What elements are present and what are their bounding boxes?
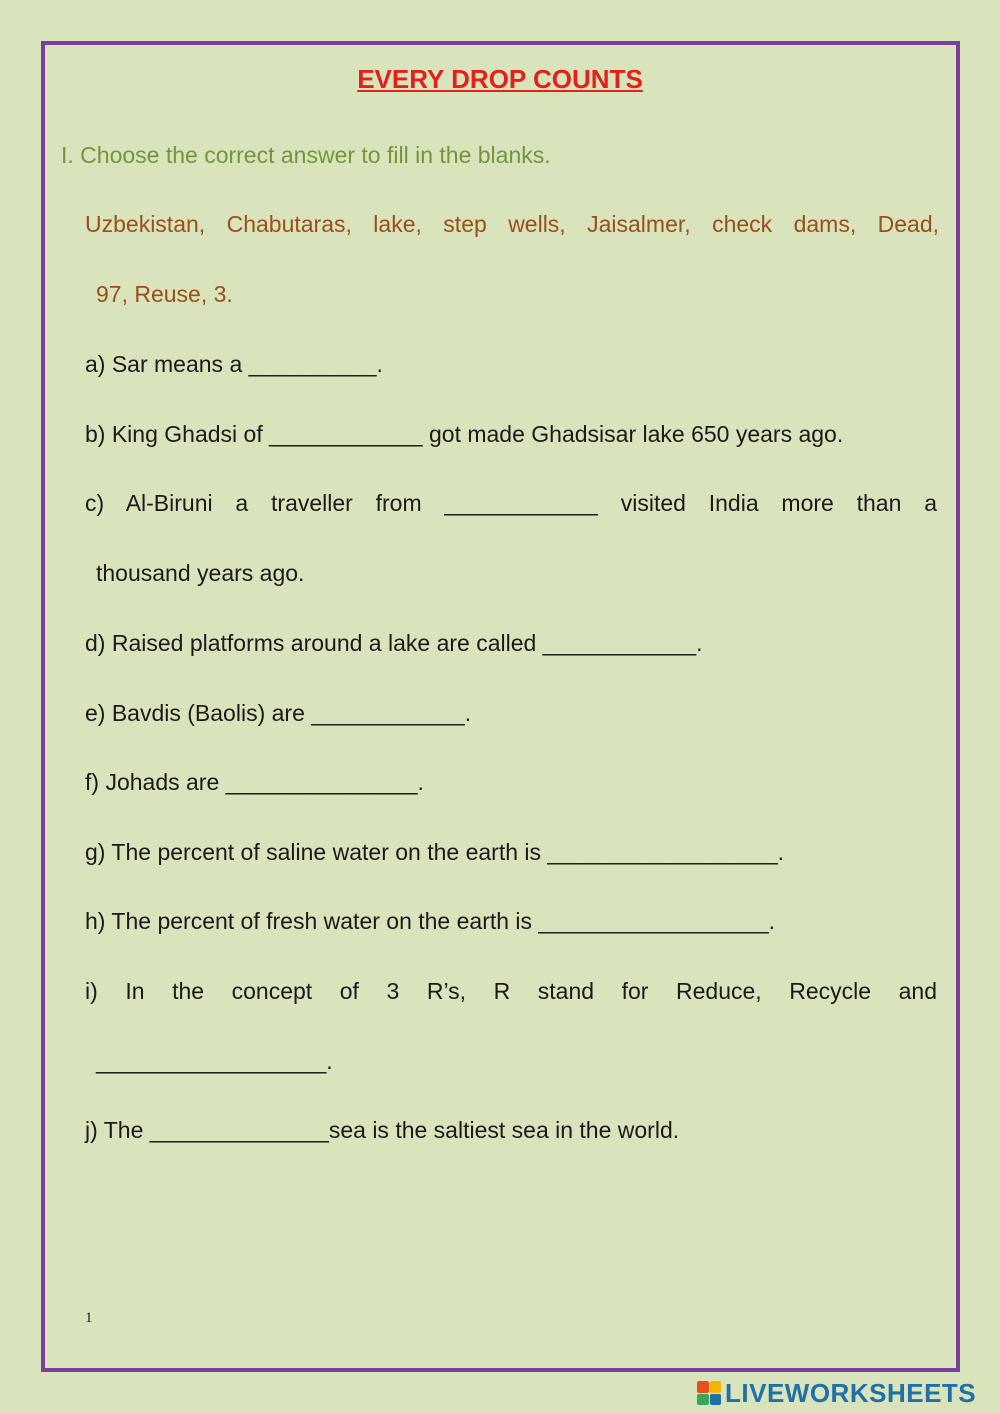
question-h: h) The percent of fresh water on the earth is __________________. [85, 908, 776, 934]
question-c-continuation: thousand years ago. [96, 560, 305, 586]
question-c: c) Al-Biruni a traveller from ____________ visited India more than a [85, 490, 937, 516]
question-e: e) Bavdis (Baolis) are ____________. [85, 700, 472, 726]
question-b: b) King Ghadsi of ____________ got made Ghadsisar lake 650 years ago. [85, 421, 844, 447]
question-d: d) Raised platforms around a lake are called ____________. [85, 630, 703, 656]
instruction-text: I. Choose the correct answer to fill in the blanks. [61, 142, 551, 168]
question-j: j) The ______________sea is the saltiest sea in the world. [85, 1117, 680, 1143]
worksheet-title: EVERY DROP COUNTS [357, 64, 643, 94]
page-number: 1 [85, 1310, 93, 1326]
question-f: f) Johads are _______________. [85, 769, 424, 795]
word-bank-line-1: Uzbekistan, Chabutaras, lake, step wells, Jaisalmer, check dams, Dead, [85, 211, 939, 237]
question-i-continuation: __________________. [96, 1048, 333, 1074]
liveworksheets-logo[interactable] [697, 1378, 976, 1408]
word-bank-line-2: 97, Reuse, 3. [96, 281, 233, 307]
liveworksheets-logo-icon [697, 1381, 721, 1405]
question-g: g) The percent of saline water on the earth is __________________. [85, 839, 785, 865]
question-i: i) In the concept of 3 R’s, R stand for Reduce, Recycle and [85, 978, 937, 1004]
logo-text: LIVEWORKSHEETS [725, 1377, 977, 1408]
question-a: a) Sar means a __________. [85, 351, 383, 377]
